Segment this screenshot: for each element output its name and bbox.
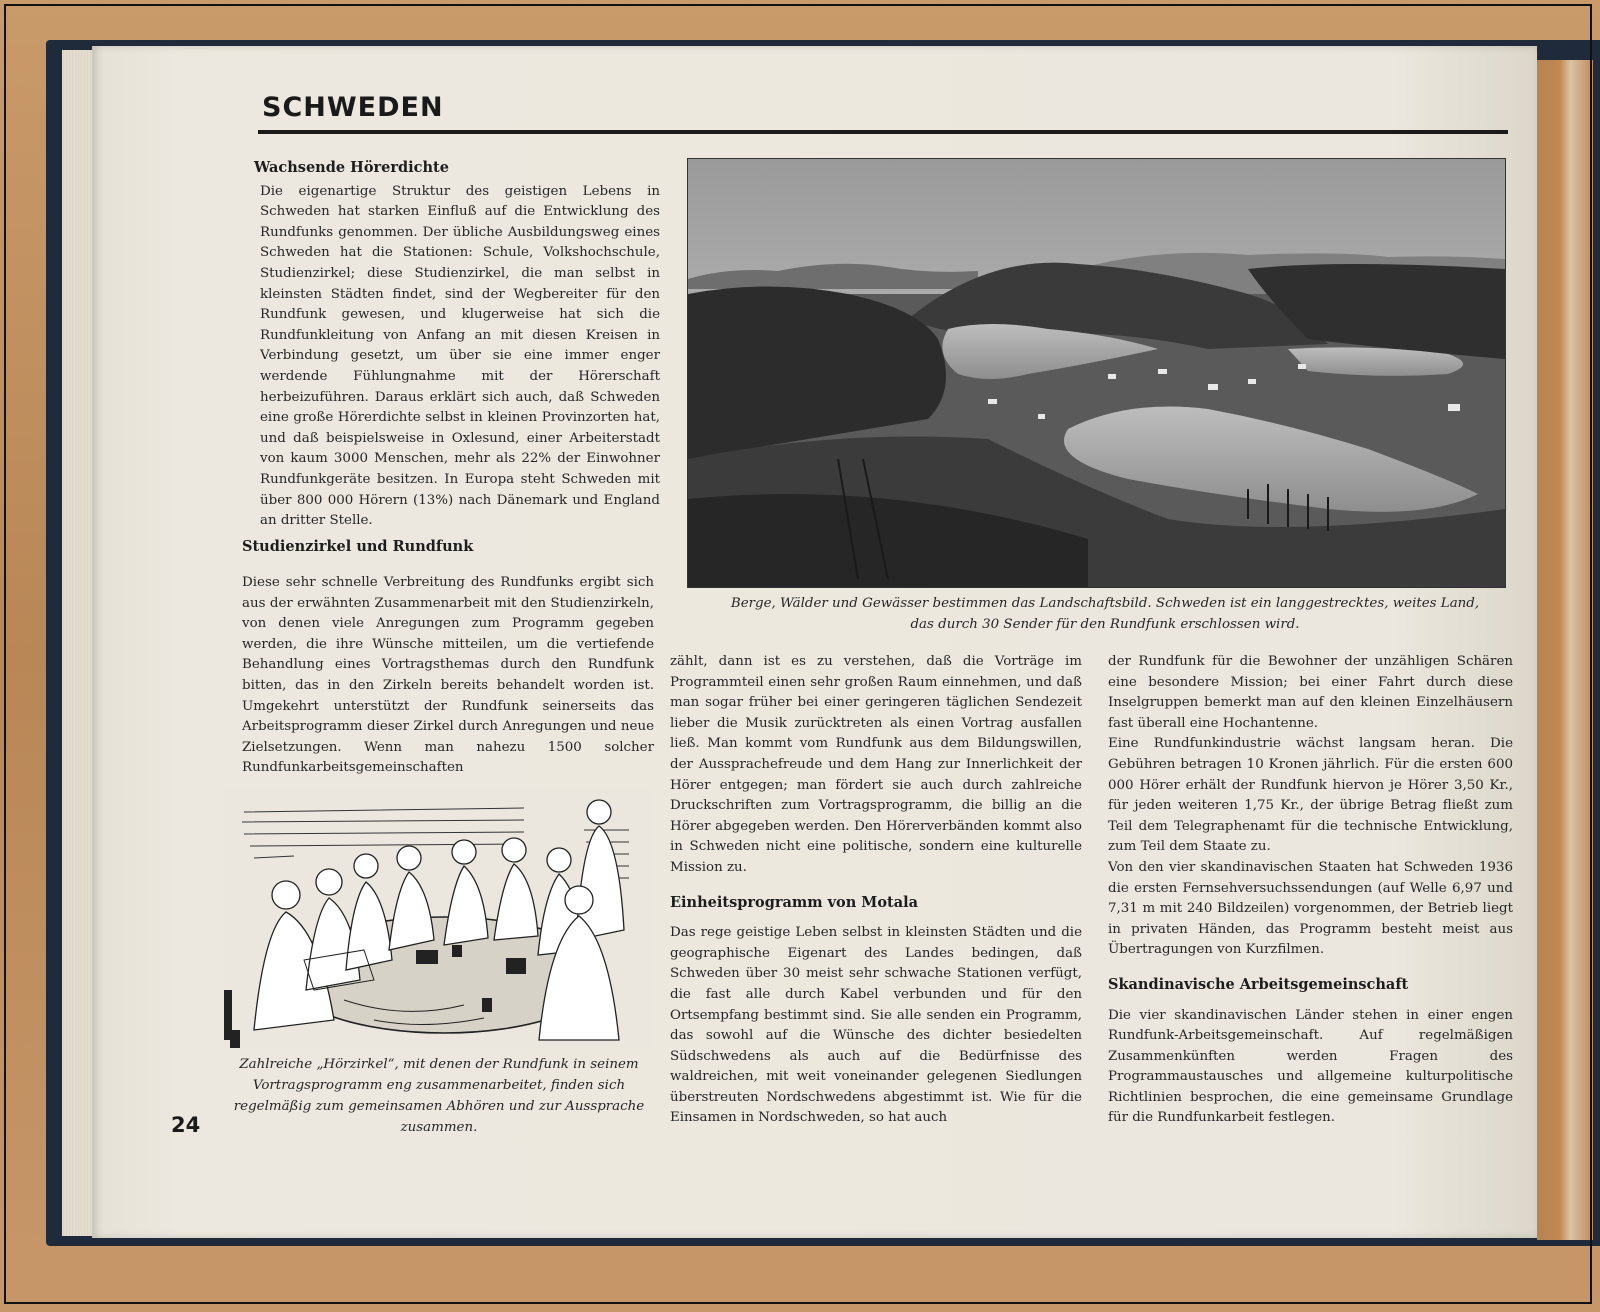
paragraph-gebuehren: Eine Rundfunkindustrie wächst langsam heran. Die Gebühren betragen 10 Kronen jährlich. Für die ersten 600 000 Hörer erhält der Rundfunk hiervon je Hörer 3,50 Kr., für jeden weiteren 1,75 Kr., der übrige Betrag fließt zum Teil dem Telegraphenamt für die technische Entwicklung, zum Teil dem Staate zu. [1108, 736, 1513, 855]
column-middle [670, 652, 1082, 1129]
column-left-top [242, 158, 660, 560]
column-right [1108, 652, 1513, 1129]
photo-caption-block [720, 593, 1490, 635]
paragraph-fernsehen: Von den vier skandinavischen Staaten hat Schweden 1936 die ersten Fernsehversuchssendungen (auf Welle 6,97 und 7,31 m mit 240 Bildzeilen) vorgenommen, der Betrieb liegt in privaten Händen, das Programm besteht meist aus Übertragungen von Kurzfilmen. [1108, 859, 1513, 958]
photo-caption: Berge, Wälder und Gewässer bestimmen das Landschaftsbild. Schweden ist ein langgestrecktes, weites Land, das durch 30 Sender für den Rundfunk erschlossen wird. [730, 596, 1480, 632]
paragraph-vortraege: zählt, dann ist es zu verstehen, daß die Vorträge im Programmteil einen sehr großen Raum einnehmen, und daß man sogar früher bei einer geringeren täglichen Sendezeit lieber die Musik zurücktreten als einen Vortrag ausfallen ließ. Man kommt vom Rundfunk aus dem Bildungswillen, der Aussprachefreude und dem Hang zur Innerlichkeit der Hörer entgegen; man fördert sie auch durch zahlreiche Druckschriften zum Vortragsprogramm, die billig an die Hörer abgegeben werden. Den Hörerverbänden kommt also in Schweden nicht eine politische, sondern eine kulturelle Mission zu. [670, 654, 1082, 875]
illustration-caption-block [225, 1054, 653, 1138]
heading-studienzirkel: Studienzirkel und Rundfunk [242, 537, 474, 555]
column-left-bottom [242, 573, 654, 779]
paragraph-skandinavisch: Die vier skandinavischen Länder stehen in einer engen Rundfunk-Arbeitsgemeinschaft. Auf regelmäßigen Zusammenkünften werden Fragen des Programmaustausches und allgemeine kulturpolitische Richtlinien besprochen, die eine gemeinsame Grundlage für die Rundfunkarbeit festlegen. [1108, 1007, 1513, 1126]
illustration-caption: Zahlreiche „Hörzirkel“, mit denen der Rundfunk in seinem Vortragsprogramm eng zusammenarbeitet, finden sich regelmäßig zum gemeinsamen Abhören und zur Aussprache zusammen. [233, 1057, 645, 1135]
page-title: SCHWEDEN [262, 92, 444, 123]
heading-motala: Einheitsprogramm von Motala [670, 893, 919, 911]
title-rule [258, 130, 1508, 134]
landscape-photo [687, 158, 1506, 588]
page-number: 24 [171, 1113, 201, 1137]
paragraph-motala: Das rege geistige Leben selbst in kleinsten Städten und die geographische Eigenart des Landes bedingen, daß Schweden über 30 meist sehr schwache Stationen verfügt, die fast alle durch Kabel verbunden und für den Ortsempfang bestimmt sind. Sie alle senden ein Programm, das sowohl auf die Wünsche des dichter besiedelten Südschwedens als auch auf die Bedürfnisse des waldreichen, mit weit voneinander gelegenen Siedlungen überstreuten Nordschwedens abgestimmt ist. Wie für die Einsamen in Nordschweden, so hat auch [670, 925, 1082, 1126]
heading-hoererdichte: Wachsende Hörerdichte [254, 159, 449, 176]
paragraph-schaeren: der Rundfunk für die Bewohner der unzähligen Schären eine besondere Mission; bei einer Fahrt durch diese Inselgruppen bemerkt man auf den kleinen Einzelhäusern fast überall eine Hochantenne. [1108, 654, 1513, 731]
heading-skandinavisch: Skandinavische Arbeitsgemeinschaft [1108, 975, 1409, 993]
hoerzirkel-illustration [224, 790, 654, 1048]
paragraph-hoererdichte: Die eigenartige Struktur des geistigen Lebens in Schweden hat starken Einfluß auf die Entwicklung des Rundfunks genommen. Der übliche Ausbildungsweg eines Schweden hat die Stationen: Schule, Volkshochschule, Studienzirkel; diese Studienzirkel, die man selbst in kleinsten Städten findet, sind der Wegbereiter für den Rundfunk gewesen, und klugerweise hat sich die Rundfunkleitung von Anfang an mit diesen Kreisen in Verbindung gesetzt, um über sie eine immer enger werdende Fühlungnahme mit der Hörerschaft herbeizuführen. Daraus erklärt sich auch, daß Schweden eine große Hörerdichte selbst in kleinen Provinzorten hat, und daß beispielsweise in Oxlesund, einer Arbeiterstadt von kaum 3000 Menschen, mehr als 22% der Einwohner Rundfunkgeräte besitzen. In Europa steht Schweden mit über 800 000 Hörern (13%) nach Dänemark und England an dritter Stelle. [260, 183, 660, 529]
paragraph-studienzirkel: Diese sehr schnelle Verbreitung des Rundfunks ergibt sich aus der erwähnten Zusammenarbeit mit den Studienzirkeln, von denen viele Anregungen zum Programm gegeben werden, die ihre Wünsche mitteilen, um die vertiefende Behandlung eines Vortragsthemas durch den Rundfunk bitten, das in den Zirkeln bereits behandelt worden ist. Umgekehrt unterstützt der Rundfunk seinerseits das Arbeitsprogramm dieser Zirkel durch Anregungen und neue Zielsetzungen. Wenn man nahezu 1500 solcher Rundfunkarbeitsgemeinschaften [242, 575, 654, 776]
right-page-edge [1537, 60, 1593, 1240]
